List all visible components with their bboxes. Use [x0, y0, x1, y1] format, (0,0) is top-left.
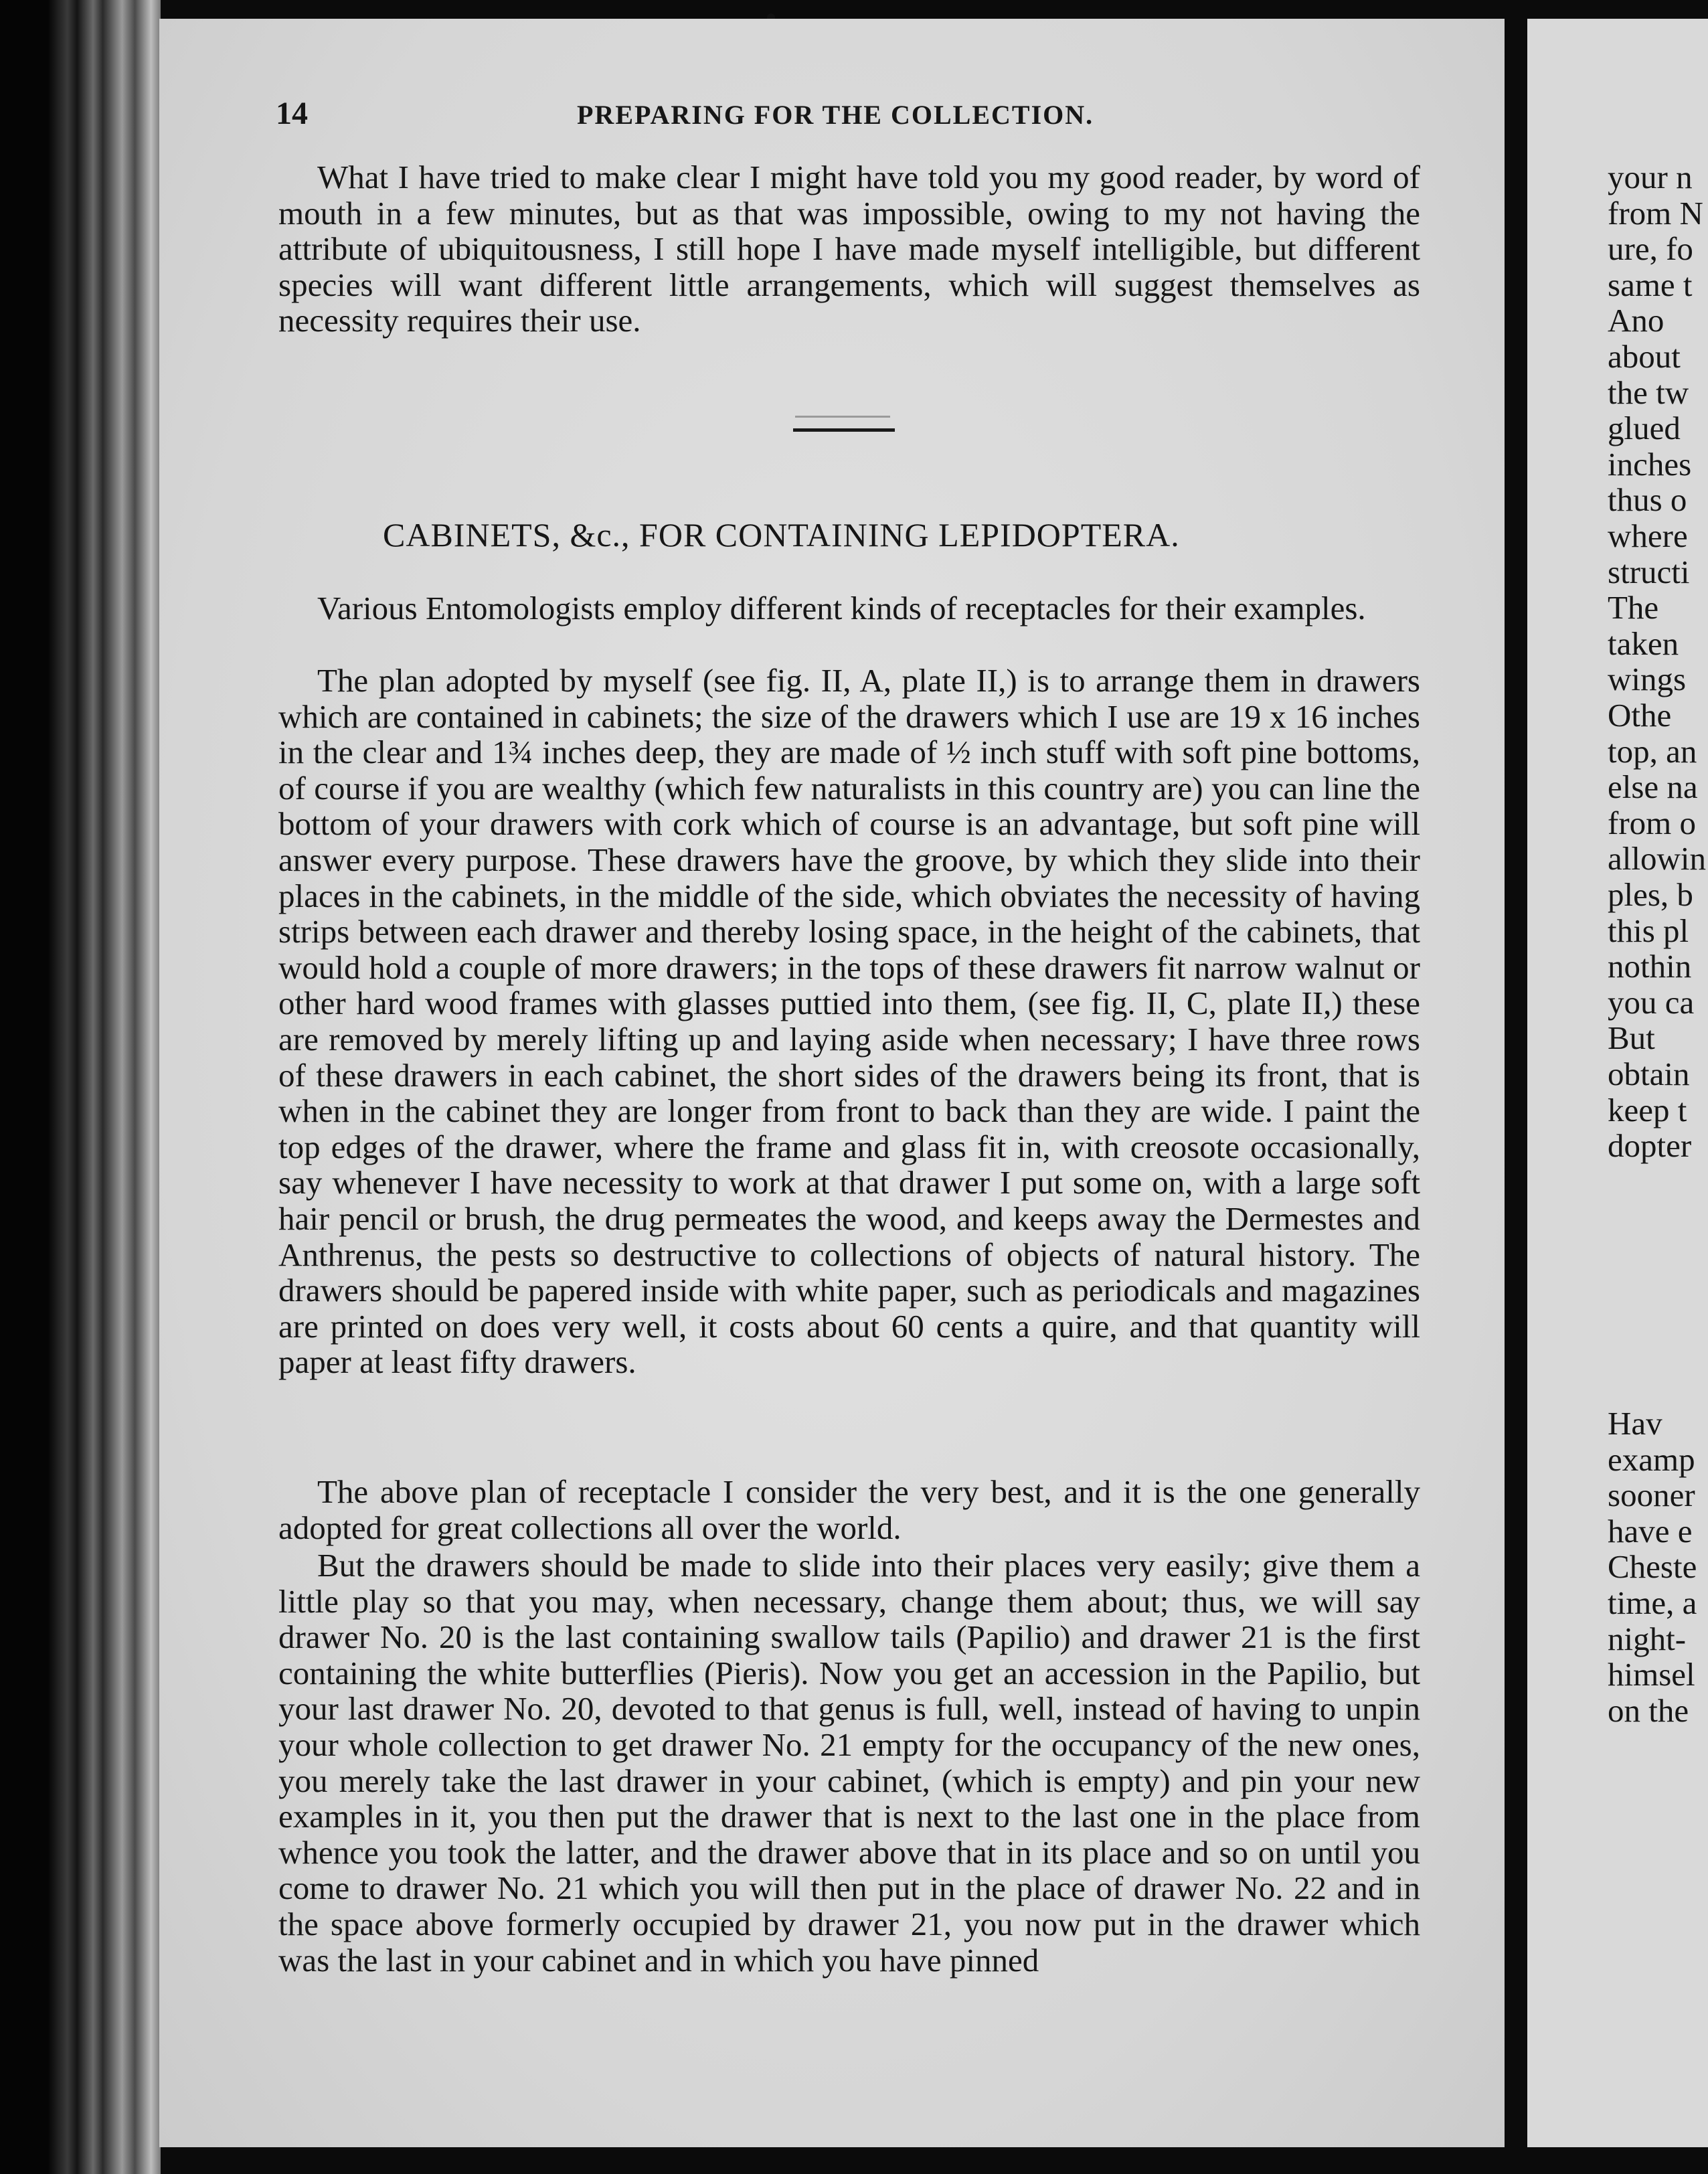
facing-page-line: about	[1608, 338, 1681, 375]
facing-page-line: structi	[1608, 553, 1690, 590]
section-divider-faint	[795, 416, 890, 418]
facing-page-line: keep t	[1608, 1091, 1687, 1128]
intro-paragraph: What I have tried to make clear I might have told you my good reader, by word of mouth in a few minutes, but as that was impossible, owing to my not having the attribute of ubiquitousness, I still hope I have made myself intelligible, but different species will want different little arrangements, which will suggest themselves as necessity requires their use.	[278, 159, 1420, 339]
facing-page-line: your n	[1608, 159, 1693, 195]
facing-page-line: where	[1608, 517, 1688, 554]
facing-page-line: Hav	[1608, 1405, 1662, 1442]
facing-page-line: ure, fo	[1608, 230, 1693, 268]
facing-page-line: Ano	[1608, 302, 1664, 339]
facing-page-line: top, an	[1608, 732, 1697, 770]
facing-page-line: same t	[1608, 266, 1693, 303]
facing-page-line: Othe	[1608, 697, 1672, 734]
facing-page-line: glued	[1608, 410, 1681, 447]
facing-page-line: examp	[1608, 1440, 1695, 1478]
facing-page-line: Cheste	[1608, 1548, 1697, 1586]
facing-page-line: the tw	[1608, 373, 1689, 411]
facing-page-line: But	[1608, 1019, 1655, 1057]
facing-page-line: The	[1608, 589, 1659, 626]
facing-page-line: nothin	[1608, 948, 1692, 985]
facing-page-line: have e	[1608, 1512, 1693, 1550]
facing-page-line: time, a	[1608, 1584, 1697, 1621]
running-head	[276, 95, 1112, 135]
facing-page-line: obtain	[1608, 1056, 1690, 1092]
facing-page-line: taken	[1608, 624, 1679, 662]
facing-page-line: dopter	[1608, 1127, 1692, 1165]
body-paragraph: Various Entomologists employ different kinds of receptacles for their examples.	[317, 590, 1366, 626]
facing-page-line: from N	[1608, 194, 1703, 232]
facing-page-line: wings	[1608, 661, 1687, 698]
book-gutter-edge	[0, 0, 161, 2174]
facing-page-line: allowin	[1608, 840, 1706, 877]
facing-page-line: on the	[1608, 1691, 1689, 1729]
facing-page-line: thus o	[1608, 481, 1687, 519]
facing-page-line: ples, b	[1608, 876, 1693, 913]
facing-page-line: you ca	[1608, 983, 1695, 1021]
facing-page-line: night-	[1608, 1620, 1687, 1657]
facing-page-line: this pl	[1608, 912, 1689, 949]
page-number: 14	[276, 96, 308, 131]
facing-page-line: else na	[1608, 768, 1698, 806]
body-paragraph: But the drawers should be made to slide into their places very easily; give them a little play so that you may, when necessary, change them about; thus, we will say drawer No. 20 is the last containing swallow tails (Papilio) and drawer 21 is the first containing the white butterflies (Pieris). Now you get an accession in the Papilio, but your last drawer No. 20, devoted to that genus is full, well, instead of having to unpin your whole collection to get drawer No. 21 empty for the occupancy of the new ones, you merely take the last drawer in your cabinet, (which is empty) and pin your new examples in it, you then put the drawer that is next to the last one in the place from whence you took the latter, and the drawer above that in its place and so on until you come to drawer No. 21 which you will then put in the place of drawer No. 22 and in the space above formerly occupied by drawer 21, you now put in the drawer which was the last in your cabinet and in which you have pinned	[278, 1547, 1420, 1979]
section-divider	[793, 428, 895, 432]
facing-page-line: from o	[1608, 804, 1696, 841]
facing-page-line: himsel	[1608, 1656, 1695, 1693]
facing-page-line: inches	[1608, 445, 1692, 483]
section-heading: CABINETS, &c., FOR CONTAINING LEPIDOPTERA.	[383, 516, 1180, 554]
body-paragraph: The plan adopted by myself (see fig. II, A, plate II,) is to arrange them in drawers which are contained in cabinets; the size of the drawers which I use are 19 x 16 inches in the clear and 1¾ inches deep, they are made of ½ inch stuff with soft pine bottoms, of course if you are wealthy (which few naturalists in this country are) you can line the bottom of your drawers with cork which of course is an advantage, but soft pine will answer every purpose. These drawers have the groove, by which they slide into their places in the cabinets, in the middle of the side, which obviates the necessity of having strips between each drawer and thereby losing space, in the height of the cabinets, that would hold a couple of more drawers; in the tops of these drawers fit narrow walnut or other hard wood frames with glasses puttied into them, (see fig. II, C, plate II,) these are removed by merely lifting up and laying aside when necessary; I have three rows of these drawers in each cabinet, the short sides of the drawers being its front, that is when in the cabinet they are longer from front to back than they are wide. I paint the top edges of the drawer, where the frame and glass fit in, with creosote occasionally, say whenever I have necessity to work at that drawer I put some on, with a large soft hair pencil or brush, the drug permeates the wood, and keeps away the Dermestes and Anthrenus, the pests so destructive to collections of objects of natural history. The drawers should be papered inside with white paper, such as periodicals and magazines are printed on does very well, it costs about 60 cents a quire, and that quantity will paper at least fifty drawers.	[278, 662, 1420, 1381]
facing-page-line: sooner	[1608, 1477, 1695, 1514]
running-title: PREPARING FOR THE COLLECTION.	[577, 100, 1094, 130]
body-paragraph: The above plan of receptacle I consider the very best, and it is the one generally adopted for great collections all over the world.	[278, 1473, 1420, 1546]
